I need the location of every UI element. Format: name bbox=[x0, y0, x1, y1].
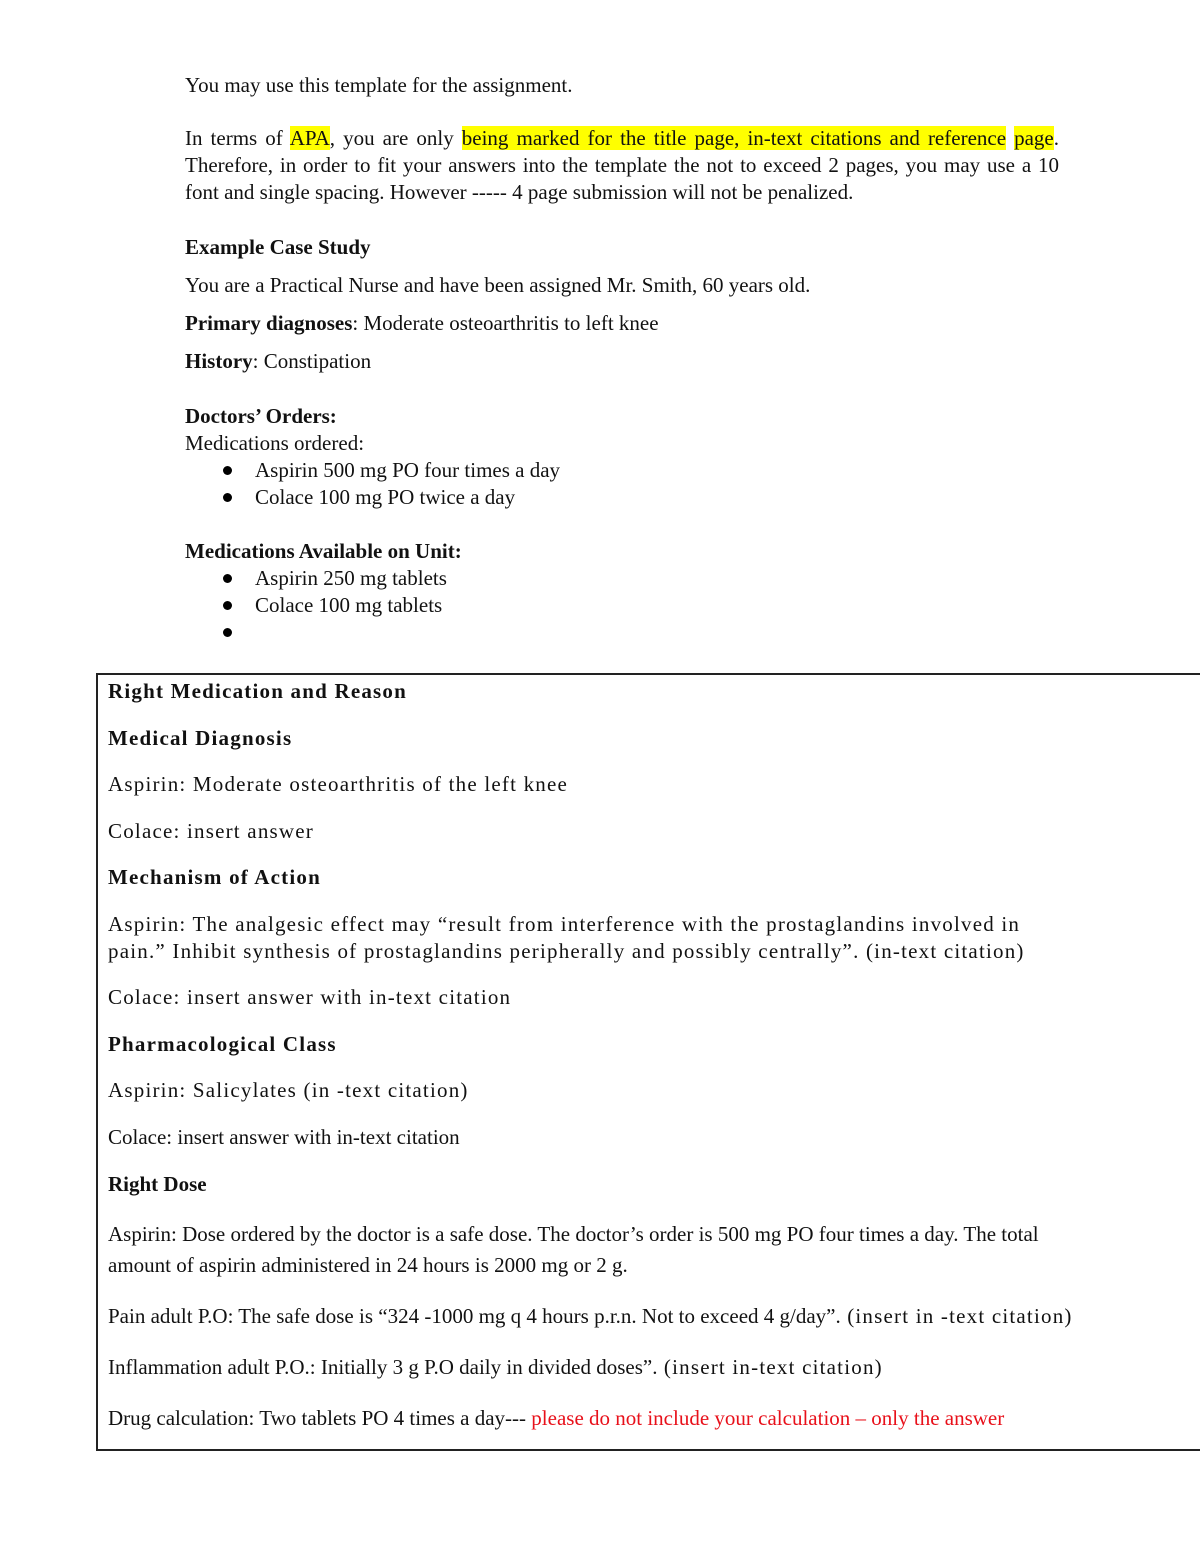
colace-diagnosis: Colace: insert answer bbox=[108, 819, 314, 843]
orders-list bbox=[185, 457, 1059, 511]
bullet-icon bbox=[223, 493, 232, 502]
drug-calculation-text: Drug calculation: Two tablets PO 4 times a day--- bbox=[108, 1406, 532, 1430]
apa-paragraph bbox=[185, 125, 1059, 206]
dose-line2: amount of aspirin administered in 24 hours is 2000 mg or 2 g. bbox=[108, 1253, 628, 1277]
aspirin-diagnosis: Aspirin: Moderate osteoarthritis of the left knee bbox=[108, 772, 569, 796]
primary-diagnoses bbox=[185, 310, 1059, 337]
list-item-text: Colace 100 mg tablets bbox=[255, 593, 443, 617]
pain-dose-citation: (insert in -text citation) bbox=[840, 1304, 1073, 1328]
bullet-icon bbox=[223, 466, 232, 475]
pain-dose bbox=[108, 1304, 1073, 1329]
list-item-text: Aspirin 500 mg PO four times a day bbox=[255, 458, 561, 482]
inflammation-dose-citation: (insert in-text citation) bbox=[657, 1355, 883, 1379]
diag-label: Primary diagnoses bbox=[185, 311, 353, 335]
list-item bbox=[185, 619, 1059, 646]
orders-subtitle: Medications ordered: bbox=[185, 431, 365, 455]
medication-answer-box bbox=[96, 673, 1200, 1451]
apa-highlight: APA bbox=[289, 126, 330, 150]
pain-dose-text: Pain adult P.O: The safe dose is “324 -1000 mg q 4 hours p.r.n. Not to exceed 4 g/day”. bbox=[108, 1304, 841, 1328]
list-item-text: Aspirin 250 mg tablets bbox=[255, 566, 447, 590]
orders-title: Doctors’ Orders: bbox=[185, 404, 337, 428]
bullet-icon bbox=[223, 628, 232, 637]
aspirin-mechanism-line2: pain.” Inhibit synthesis of prostaglandins peripherally and possibly centrally”. (in-text citation) bbox=[108, 939, 1025, 963]
available-list bbox=[185, 565, 1059, 646]
drug-calculation bbox=[108, 1406, 1004, 1431]
dose-line1: Aspirin: Dose ordered by the doctor is a safe dose. The doctor’s order is 500 mg PO four times a day. The total bbox=[108, 1222, 1039, 1246]
colace-class: Colace: insert answer with in-text citation bbox=[108, 1125, 460, 1149]
intro-line: You may use this template for the assignment. bbox=[185, 73, 573, 97]
apa-highlight-2: being marked for the title page, in-text citations and reference bbox=[461, 126, 1007, 150]
history-value: : Constipation bbox=[252, 349, 372, 373]
bullet-icon bbox=[223, 574, 232, 583]
document-intro bbox=[185, 72, 1059, 646]
heading-right-medication: Right Medication and Reason bbox=[108, 679, 408, 703]
case-title: Example Case Study bbox=[185, 235, 371, 259]
colace-mechanism: Colace: insert answer with in-text citation bbox=[108, 985, 512, 1009]
list-item-text: Colace 100 mg PO twice a day bbox=[255, 485, 516, 509]
apa-mid: , you are only bbox=[329, 126, 462, 150]
case-intro: You are a Practical Nurse and have been assigned Mr. Smith, 60 years old. bbox=[185, 273, 811, 297]
inflammation-dose-text: Inflammation adult P.O.: Initially 3 g P.O daily in divided doses”. bbox=[108, 1355, 658, 1379]
history-label: History bbox=[185, 349, 253, 373]
inflammation-dose bbox=[108, 1355, 883, 1380]
heading-right-dose: Right Dose bbox=[108, 1172, 207, 1196]
apa-pre: In terms of bbox=[185, 126, 290, 150]
apa-rest: . Therefore, in order to fit your answers into the template the not to exceed 2 pages, you may use a 10 font and single spacing. However ----- 4 page submission will not be penalized. bbox=[185, 126, 1060, 204]
available-title: Medications Available on Unit: bbox=[185, 539, 462, 563]
list-item bbox=[185, 457, 1059, 484]
diag-value: : Moderate osteoarthritis to left knee bbox=[352, 311, 659, 335]
aspirin-class: Aspirin: Salicylates (in -text citation) bbox=[108, 1078, 469, 1102]
aspirin-mechanism-line1: Aspirin: The analgesic effect may “result from interference with the prostaglandins involved in bbox=[108, 912, 1021, 936]
heading-pharmacological-class: Pharmacological Class bbox=[108, 1032, 337, 1056]
heading-mechanism: Mechanism of Action bbox=[108, 865, 321, 889]
list-item bbox=[185, 565, 1059, 592]
list-item bbox=[185, 484, 1059, 511]
apa-highlight-3: page bbox=[1014, 126, 1054, 150]
history bbox=[185, 348, 1059, 375]
heading-medical-diagnosis: Medical Diagnosis bbox=[108, 726, 293, 750]
drug-calculation-note: please do not include your calculation – only the answer bbox=[531, 1406, 1005, 1430]
bullet-icon bbox=[223, 601, 232, 610]
list-item bbox=[185, 592, 1059, 619]
